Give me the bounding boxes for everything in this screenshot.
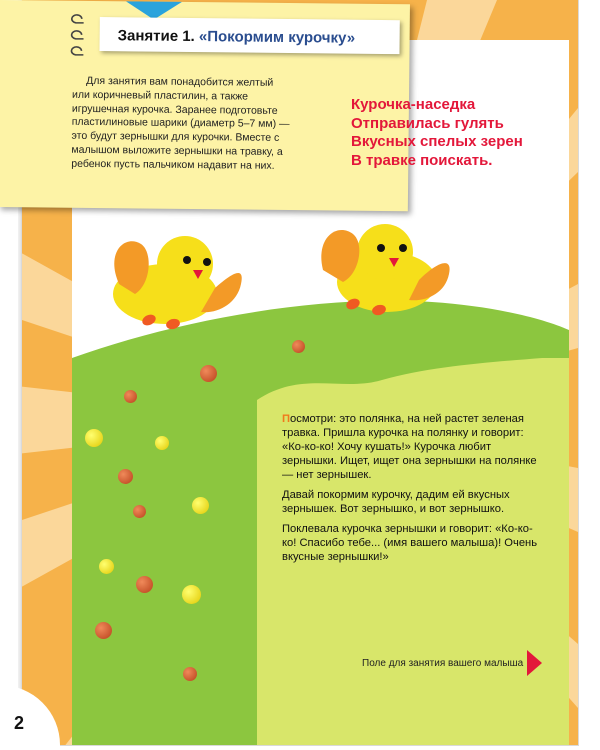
page-number: 2 <box>14 713 25 733</box>
instruction-note <box>0 0 410 211</box>
brown-grain <box>136 576 153 593</box>
brown-grain <box>200 365 217 382</box>
brown-grain <box>133 505 146 518</box>
binder-rings-icon <box>67 13 84 63</box>
yellow-grain <box>182 585 201 604</box>
yellow-grain <box>85 429 103 447</box>
lesson-title-prefix: Занятие 1. <box>117 27 195 46</box>
red-arrow-icon <box>527 650 542 676</box>
poem-line: Курочка-наседка <box>351 96 476 113</box>
lesson-title-name: «Покормим курочку» <box>198 28 356 47</box>
story-paragraph: Поклевала курочка зернышки и говорит: «Ко-ко-ко! Спасибо тебе... (имя вашего малыша)! Очень вкусные зернышки!» <box>282 523 538 563</box>
story-paragraph-text: осмотри: это полянка, на ней растет зеленая травка. Пришла курочка на полянку и говорит: «Ко-ко-ко! Хочу кушать!» Курочка любит зернышки. Ищет, ищет она зернышки на полянке — нет зернышек. <box>282 413 537 481</box>
brown-grain <box>124 390 137 403</box>
lesson-title <box>118 27 356 46</box>
yellow-grain <box>155 436 169 450</box>
field-label: Поле для занятия вашего малыша <box>362 658 524 669</box>
story-paragraph <box>282 412 542 482</box>
brown-grain <box>292 340 305 353</box>
brown-grain <box>183 667 197 681</box>
poem-line: Вкусных спелых зерен <box>351 133 523 150</box>
yellow-grain <box>192 497 209 514</box>
story-paragraph: Давай покормим курочку, дадим ей вкусных зернышек. Вот зернышко, и вот зернышко. <box>282 489 510 515</box>
poem-line: В травке поискать. <box>351 151 493 169</box>
chick-illustration <box>105 232 245 332</box>
chick-illustration <box>315 220 455 320</box>
yellow-grain <box>99 559 114 574</box>
brown-grain <box>95 622 112 639</box>
poem <box>351 96 523 170</box>
story-text <box>282 412 542 570</box>
poem-line: Отправилась гулять <box>351 114 504 132</box>
story-drop-letter: П <box>282 413 291 425</box>
brown-grain <box>118 469 133 484</box>
lesson-intro-text: Для занятия вам понадобится желтый или коричневый пластилин, а также игрушечная курочка. Заранее подготовьте пластилиновые шарики (диаметр 5–7 мм) — это будут зернышки для курочки. Вместе с малышом выложите зернышки на травку, а ребенок пусть пальчиком надавит на них. <box>71 74 290 172</box>
